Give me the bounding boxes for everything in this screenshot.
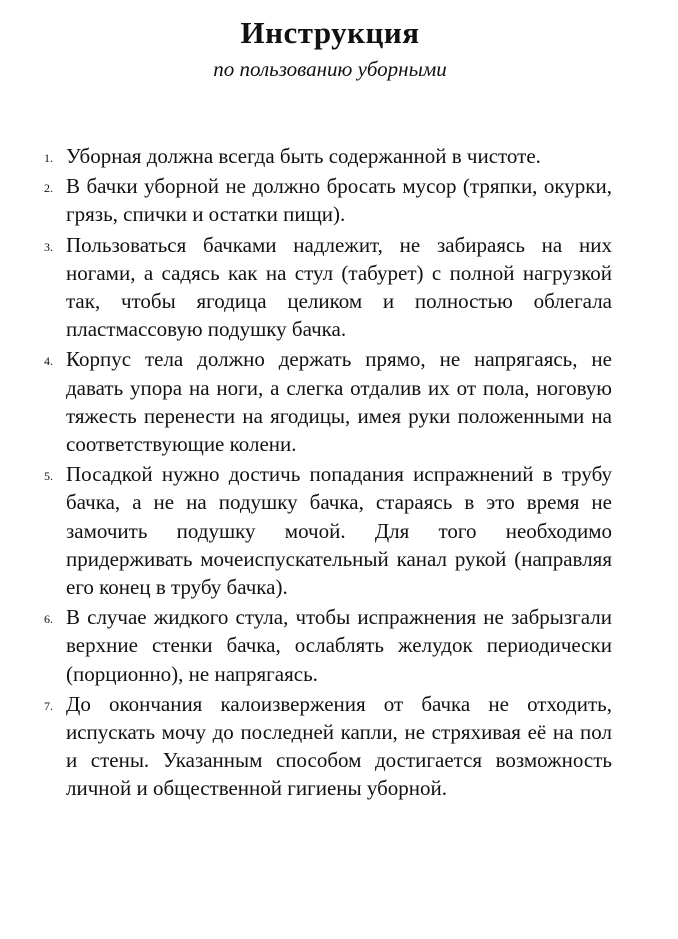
list-item-number: 2. xyxy=(44,181,53,196)
list-item-number: 3. xyxy=(44,239,53,254)
list-item-number: 4. xyxy=(44,354,53,369)
list-item xyxy=(36,690,612,803)
list-item-number: 6. xyxy=(44,612,53,627)
instruction-list xyxy=(36,142,612,805)
list-item-text: Корпус тела должно держать прямо, не напрягаясь, не давать упора на ноги, а слегка отдалив их от пола, ноговую тяжесть перенести на ягодицы, имея руки положенными на соответствующие колени. xyxy=(66,347,612,457)
list-item xyxy=(36,345,612,458)
list-item-text: В бачки уборной не должно бросать мусор (тряпки, окурки, грязь, спички и остатки пищи). xyxy=(66,174,612,227)
list-item xyxy=(36,460,612,601)
list-item-text: В случае жидкого стула, чтобы испражнения не забрызгали верхние стенки бачка, ослаблять желудок периодически (порционно), не напрягаясь. xyxy=(66,605,612,686)
document-subtitle: по пользованию уборными xyxy=(213,57,447,81)
list-item-number: 1. xyxy=(44,151,53,165)
list-item-text: Пользоваться бачками надлежит, не забираясь на них ногами, а садясь как на стул (табурет) с полной нагрузкой так, чтобы ягодица целиком и полностью облегала пластмассовую подушку бачка. xyxy=(66,232,612,342)
list-item xyxy=(36,231,612,344)
list-item-text: Уборная должна всегда быть содержанной в чистоте. xyxy=(66,144,541,168)
document-title: Инструкция xyxy=(240,15,420,50)
list-item xyxy=(36,142,612,170)
list-item-text: До окончания калоизвержения от бачка не отходить, испускать мочу до последней капли, не стряхивая её на пол и стены. Указанным способом достигается возможность личной и общественной гигиены уборной. xyxy=(66,691,612,801)
list-item xyxy=(36,603,612,688)
list-item-number: 5. xyxy=(44,469,53,484)
list-item-number: 7. xyxy=(44,698,53,713)
list-item-text: Посадкой нужно достичь попадания испражнений в трубу бачка, а не на подушку бачка, стараясь в это время не замочить подушку мочой. Для того необходимо придерживать мочеиспускательный канал рукой (направляя его конец в трубу бачка). xyxy=(66,462,612,600)
list-item xyxy=(36,172,612,228)
